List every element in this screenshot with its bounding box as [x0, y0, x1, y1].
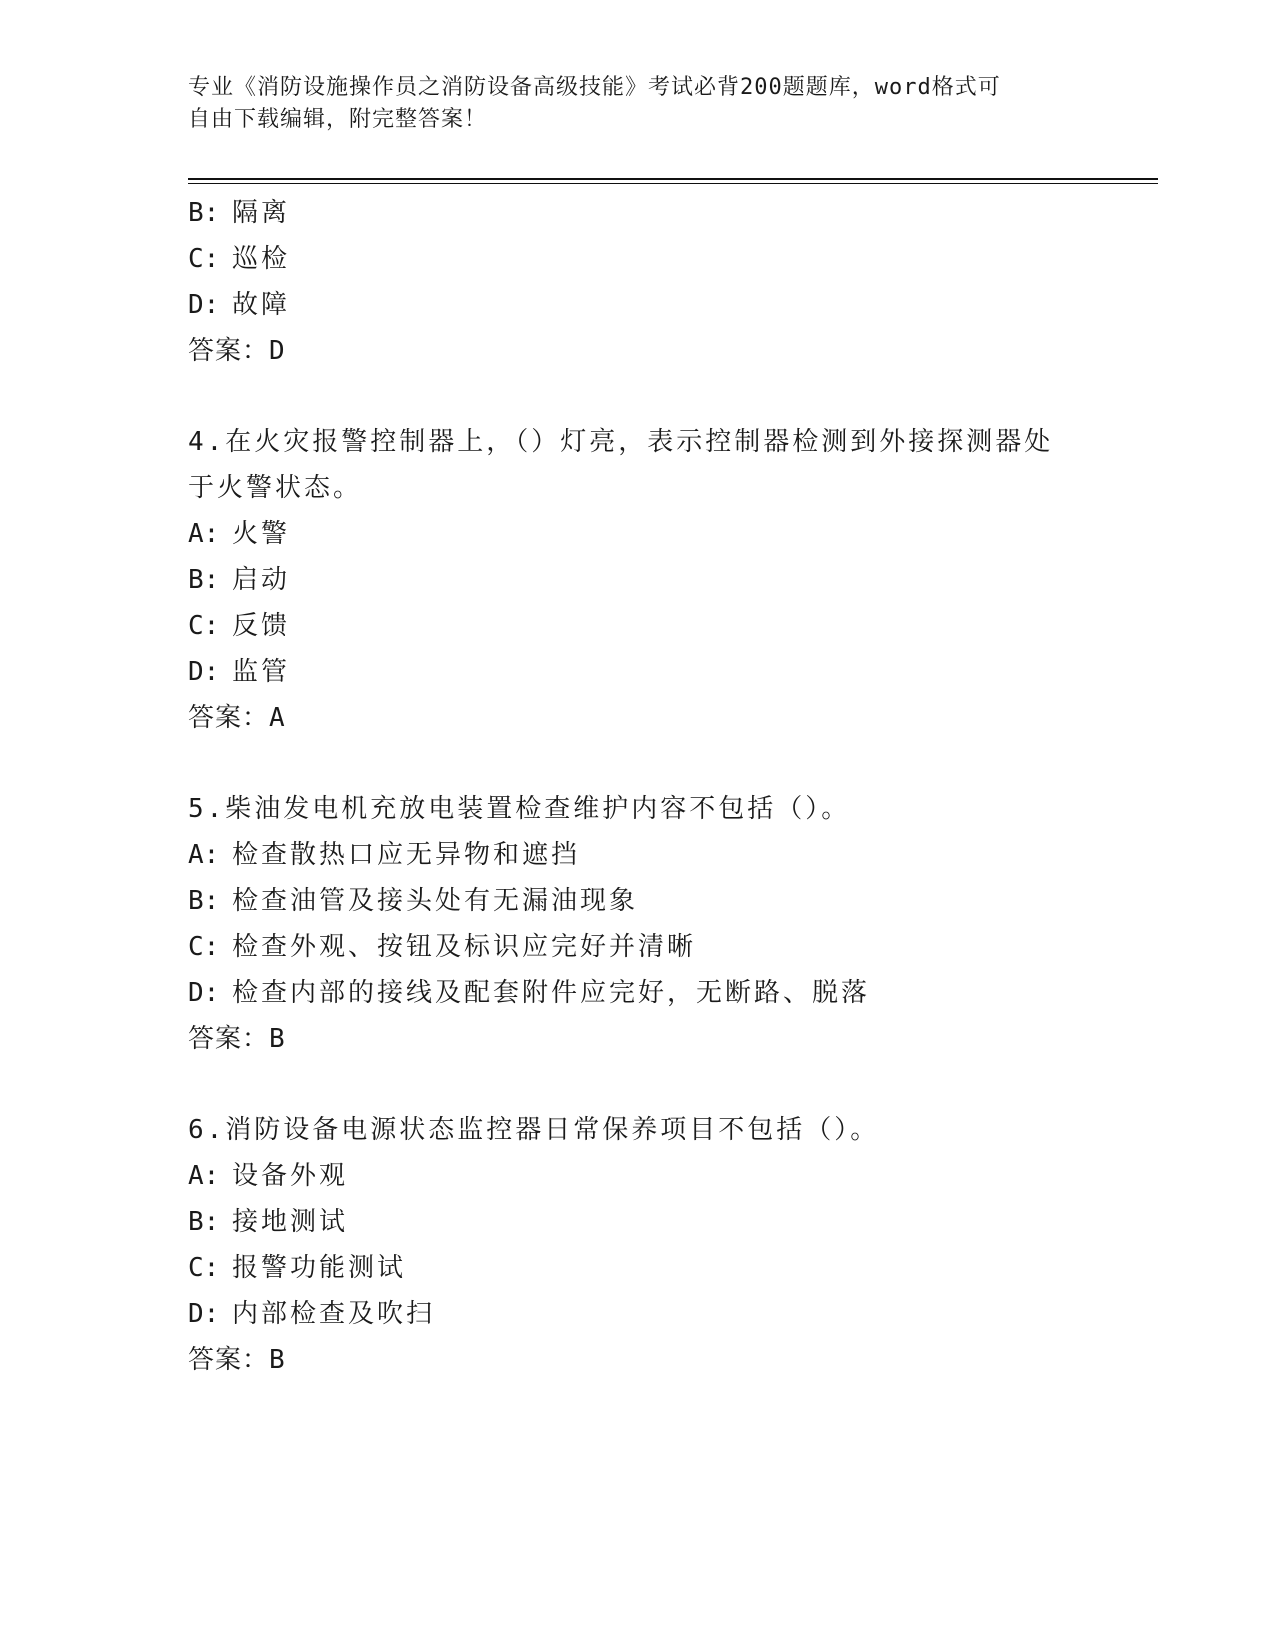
option-text: 检查外观、按钮及标识应完好并清晰: [232, 932, 697, 962]
option-key: A:: [188, 519, 220, 549]
header-line-2: 自由下载编辑，附完整答案！: [188, 107, 488, 132]
question-4: [188, 419, 1088, 741]
option-c: [188, 924, 1088, 970]
option-text: 检查油管及接头处有无漏油现象: [232, 886, 639, 916]
option-key: B:: [188, 886, 220, 916]
option-c: [188, 236, 1088, 282]
answer-text: 答案：B: [188, 1024, 286, 1054]
option-b: [188, 878, 1088, 924]
question-stem: 4.在火灾报警控制器上，（）灯亮，表示控制器检测到外接探测器处: [188, 427, 1054, 457]
option-c: [188, 603, 1088, 649]
question-6: [188, 1107, 1088, 1383]
option-d: [188, 1291, 1088, 1337]
option-d: [188, 649, 1088, 695]
option-c: [188, 1245, 1088, 1291]
option-text: 检查内部的接线及配套附件应完好，无断路、脱落: [232, 978, 871, 1008]
option-d: [188, 282, 1088, 328]
option-text: 设备外观: [232, 1161, 349, 1191]
answer-text: 答案：B: [188, 1345, 286, 1375]
spacer: [188, 374, 1088, 419]
option-key: C:: [188, 1253, 220, 1283]
option-b: [188, 1199, 1088, 1245]
option-key: B:: [188, 1207, 220, 1237]
option-key: C:: [188, 932, 220, 962]
option-text: 监管: [232, 657, 291, 687]
option-a: [188, 1153, 1088, 1199]
option-text: 启动: [232, 565, 291, 595]
question-3: [188, 190, 1088, 374]
option-key: B:: [188, 565, 220, 595]
question-stem-continued: 于火警状态。: [188, 473, 363, 503]
option-text: 检查散热口应无异物和遮挡: [232, 840, 581, 870]
option-key: C:: [188, 611, 220, 641]
option-text: 火警: [232, 519, 291, 549]
answer-text: 答案：D: [188, 336, 286, 366]
header-divider-thick: [188, 178, 1158, 180]
option-a: [188, 832, 1088, 878]
option-key: D:: [188, 290, 220, 320]
header-line-1: 专业《消防设施操作员之消防设备高级技能》考试必背200题题库，word格式可: [188, 75, 1001, 100]
question-stem: 5.柴油发电机充放电装置检查维护内容不包括（）。: [188, 794, 851, 824]
option-key: D:: [188, 1299, 220, 1329]
option-key: B:: [188, 198, 220, 228]
header-divider-thin: [188, 183, 1158, 184]
option-text: 反馈: [232, 611, 291, 641]
option-key: A:: [188, 840, 220, 870]
option-key: D:: [188, 657, 220, 687]
question-list: [188, 190, 1088, 1383]
option-text: 巡检: [232, 244, 291, 274]
option-text: 内部检查及吹扫: [232, 1299, 436, 1329]
option-text: 故障: [232, 290, 291, 320]
option-text: 接地测试: [232, 1207, 349, 1237]
option-d: [188, 970, 1088, 1016]
option-a: [188, 511, 1088, 557]
question-stem: 6.消防设备电源状态监控器日常保养项目不包括（）。: [188, 1115, 880, 1145]
option-b: [188, 557, 1088, 603]
spacer: [188, 741, 1088, 786]
option-b: [188, 190, 1088, 236]
option-text: 报警功能测试: [232, 1253, 407, 1283]
option-key: C:: [188, 244, 220, 274]
option-key: A:: [188, 1161, 220, 1191]
answer-text: 答案：A: [188, 703, 286, 733]
document-header: [188, 72, 1068, 136]
option-key: D:: [188, 978, 220, 1008]
option-text: 隔离: [232, 198, 291, 228]
spacer: [188, 1062, 1088, 1107]
question-5: [188, 786, 1088, 1062]
